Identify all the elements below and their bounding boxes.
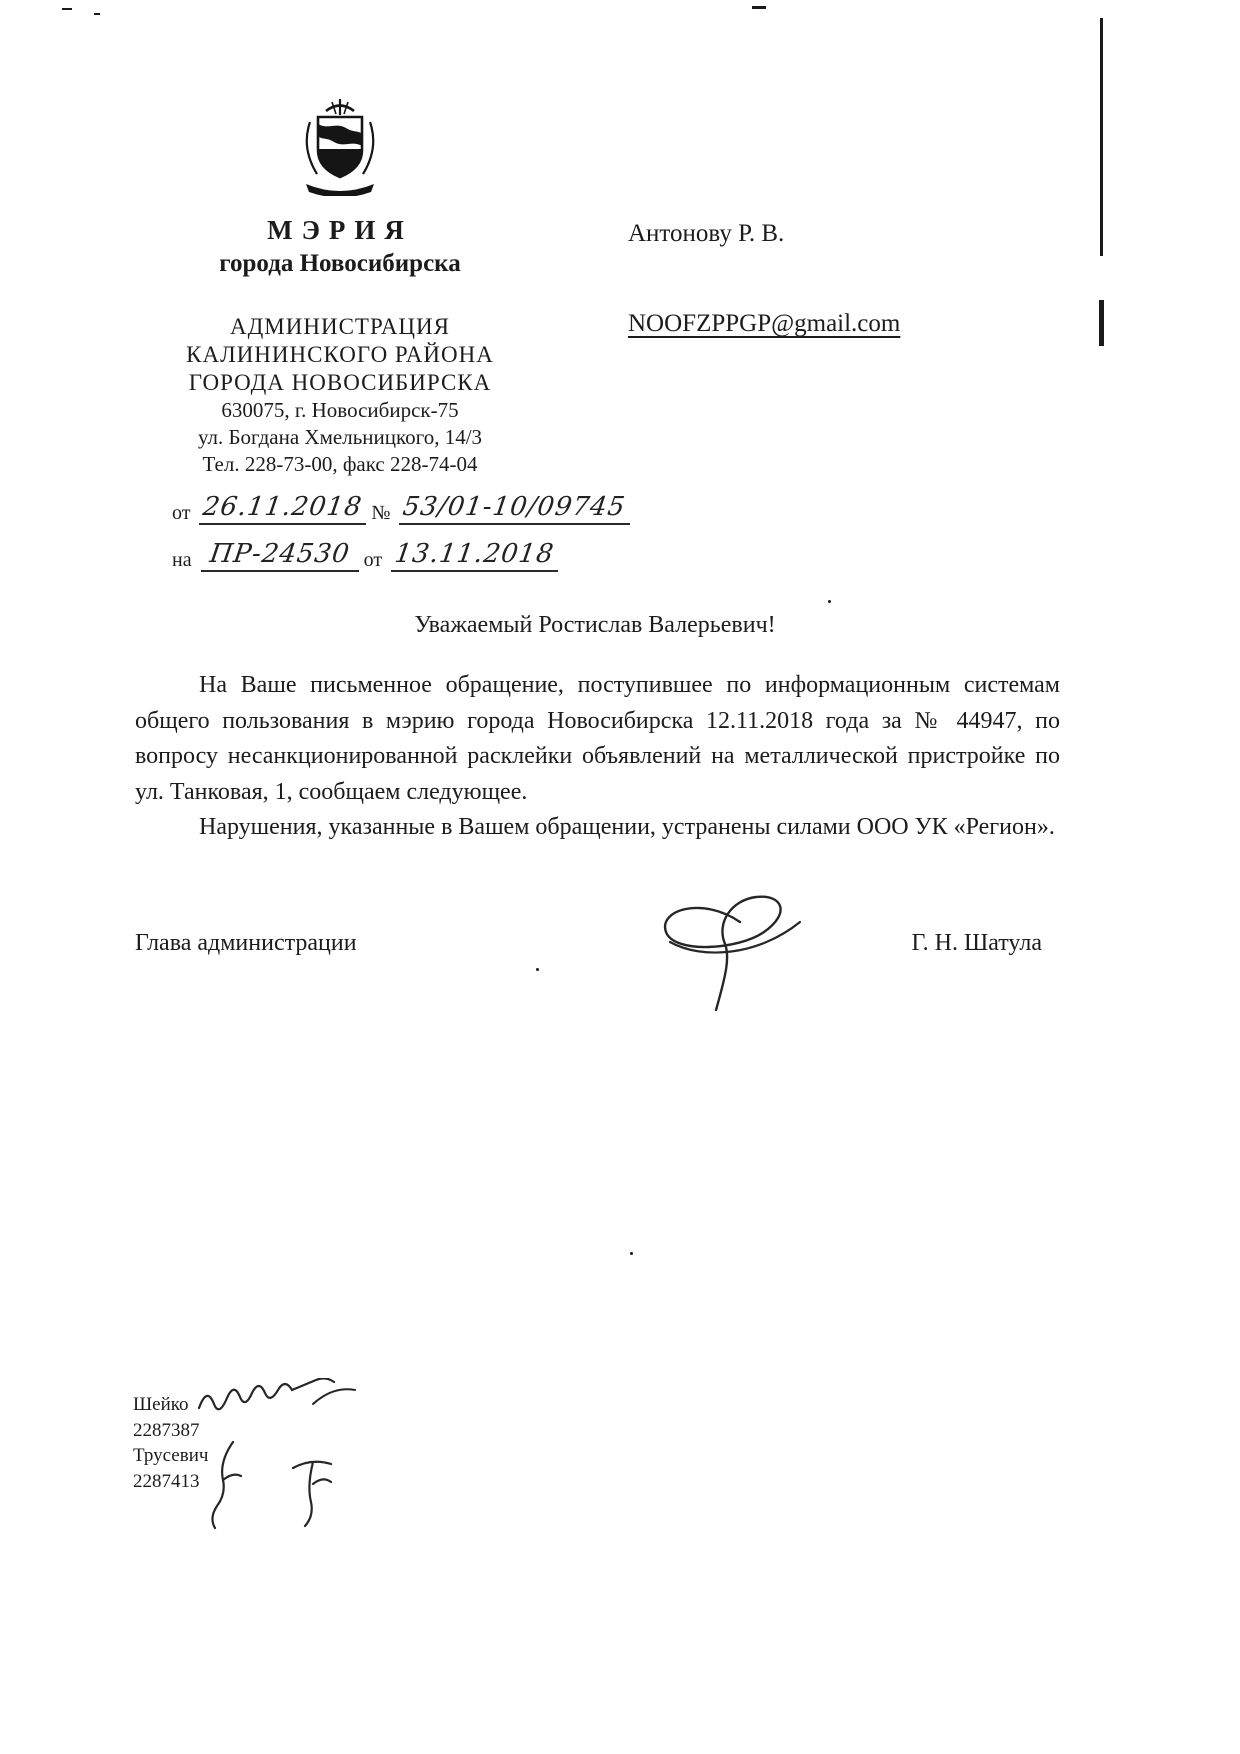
scan-artifact-line (1100, 18, 1103, 256)
scan-artifact-mark (752, 6, 766, 9)
recipient-name: Антонову Р. В. (628, 220, 785, 247)
org-name-line2: города Новосибирска (219, 250, 461, 277)
salutation: Уважаемый Ростислав Валерьевич! (414, 612, 776, 638)
address-line3: Тел. 228-73-00, факс 228-74-04 (202, 452, 478, 476)
signer-name: Г. Н. Шатула (911, 930, 1042, 956)
incoming-number-field: ПР-24530 (201, 539, 359, 572)
address-line2: ул. Богдана Хмельницкого, 14/3 (197, 425, 483, 449)
org-name-line1: МЭРИЯ (267, 215, 413, 245)
signer-position: Глава администрации (135, 930, 357, 956)
incoming-reference-line (172, 539, 612, 572)
coat-of-arms-icon (140, 96, 540, 201)
executor-phone: 2287387 (133, 1419, 200, 1441)
incoming-date-field: 13.11.2018 (391, 539, 558, 572)
executor-phone: 2287413 (133, 1470, 200, 1492)
scan-artifact-speck (536, 968, 539, 971)
executor-name: Шейко (133, 1394, 189, 1415)
letter-body (135, 668, 1060, 846)
signature-icon (640, 880, 830, 1027)
letterhead (140, 96, 540, 477)
executors-block (133, 1392, 208, 1495)
scan-artifact-speck (828, 600, 831, 603)
recipient-block (628, 220, 1048, 338)
recipient-email: NOOFZPPGP@gmail.com (628, 310, 901, 337)
scan-artifact-speck (630, 1252, 633, 1255)
executor-signature-icon (199, 1436, 249, 1540)
number-label: № (371, 502, 391, 524)
body-paragraph-2: Нарушения, указанные в Вашем обращении, устранены силами ООО УК «Регион». (199, 814, 1055, 841)
executor-signature-icon (193, 1378, 373, 1430)
reference-block (172, 492, 628, 586)
scan-artifact-line (1099, 300, 1104, 346)
outgoing-reference-line (172, 492, 628, 525)
address-line1: 630075, г. Новосибирск-75 (221, 398, 459, 422)
executor-name: Трусевич (133, 1445, 209, 1467)
outgoing-date-field: 26.11.2018 (199, 492, 366, 525)
scan-artifact-mark (62, 8, 72, 10)
department-line2: КАЛИНИНСКОГО РАЙОНА (186, 342, 494, 367)
scan-artifact-mark (94, 13, 100, 15)
body-paragraph-1: На Ваше письменное обращение, поступившее по информационным системам общего пользования в мэрию города Новосибирска 12.11.2018 года за № 44947, по вопросу несанкционированной расклейки объявлений на металлической пристройке по ул. Танковая, 1, сообщаем следующее. (135, 672, 1060, 805)
from-label-2: от (363, 549, 383, 571)
department-line1: АДМИНИСТРАЦИЯ (230, 314, 450, 339)
department-block (140, 314, 540, 396)
executor-signature-icon (283, 1450, 343, 1538)
outgoing-number-field: 53/01-10/09745 (399, 492, 629, 525)
on-label: на (172, 549, 192, 571)
from-label: от (172, 502, 191, 524)
department-line3: ГОРОДА НОВОСИБИРСКА (188, 370, 492, 395)
